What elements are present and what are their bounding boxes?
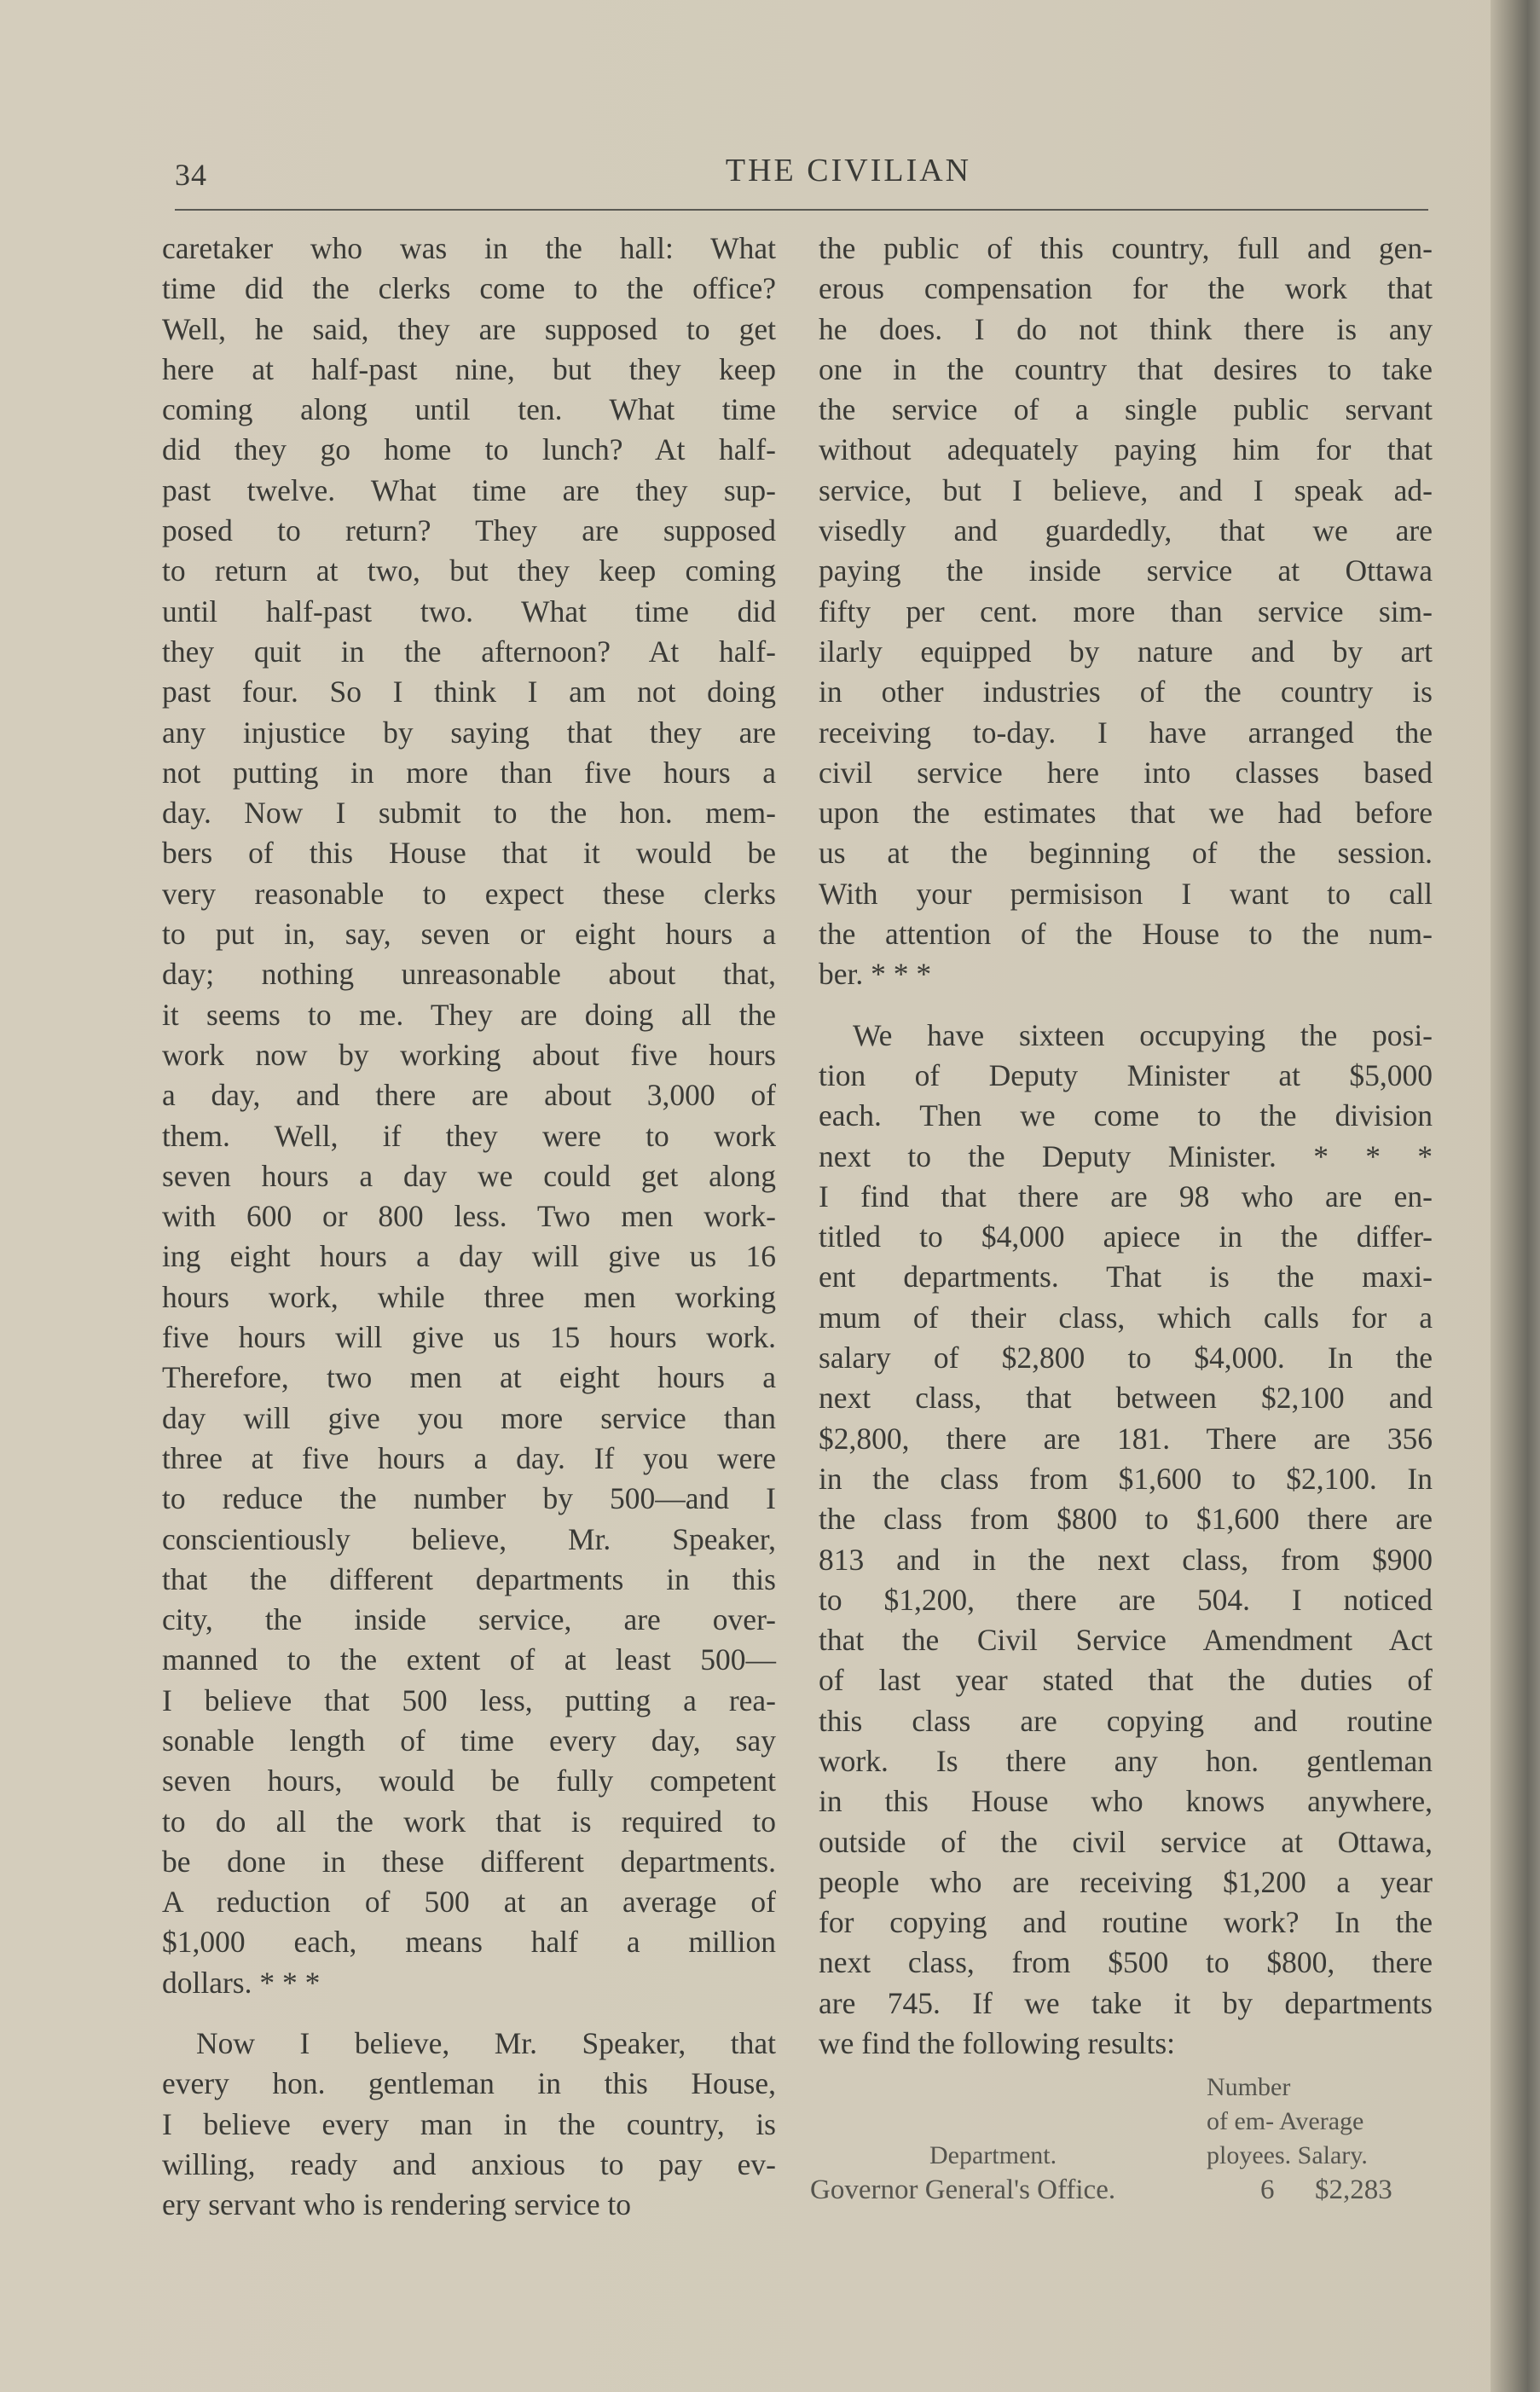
text-line: visedly and guardedly, that we are xyxy=(819,513,1433,548)
text-line: ing eight hours a day will give us 16 xyxy=(162,1239,776,1274)
text-line: hours work, while three men working xyxy=(162,1279,776,1314)
text-line: ber. * * * xyxy=(819,957,932,992)
text-line: willing, ready and anxious to pay ev- xyxy=(162,2146,776,2181)
text-line: to return at two, but they keep coming xyxy=(162,553,776,588)
running-title: THE CIVILIAN xyxy=(725,153,972,188)
text-line: five hours will give us 15 hours work. xyxy=(162,1320,776,1355)
text-line: not putting in more than five hours a xyxy=(162,755,776,790)
page-header xyxy=(175,150,1437,198)
text-line: of last year stated that the duties of xyxy=(819,1663,1433,1698)
text-line: 813 and in the next class, from $900 xyxy=(819,1542,1433,1577)
text-line: work. Is there any hon. gentleman xyxy=(819,1743,1433,1778)
text-line: it seems to me. They are doing all the xyxy=(162,997,776,1032)
text-line: us at the beginning of the session. xyxy=(819,836,1433,871)
text-line: the public of this country, full and gen- xyxy=(819,231,1433,265)
text-line: I believe that 500 less, putting a rea- xyxy=(162,1683,776,1717)
text-line: the attention of the House to the num- xyxy=(819,917,1433,952)
text-line: next to the Deputy Minister. * * * xyxy=(819,1138,1433,1173)
text-line: day; nothing unreasonable about that, xyxy=(162,957,776,992)
text-line: to put in, say, seven or eight hours a xyxy=(162,917,776,952)
text-line: every hon. gentleman in this House, xyxy=(162,2066,776,2101)
text-line: Well, he said, they are supposed to get xyxy=(162,311,776,346)
text-line: tion of Deputy Minister at $5,000 xyxy=(819,1057,1433,1092)
text-line: be done in these different departments. xyxy=(162,1844,776,1879)
page-edge-shadow xyxy=(1491,0,1540,2392)
text-line: seven hours, would be fully competent xyxy=(162,1764,776,1798)
text-line: salary of $2,800 to $4,000. In the xyxy=(819,1341,1433,1376)
table-header-of-em: of em- Average xyxy=(1207,2107,1364,2136)
text-line: conscientiously believe, Mr. Speaker, xyxy=(162,1521,776,1556)
text-line: manned to the extent of at least 500— xyxy=(162,1642,776,1677)
text-line: we find the following results: xyxy=(819,2026,1176,2061)
left-column xyxy=(162,229,776,2226)
text-line: I find that there are 98 who are en- xyxy=(819,1179,1433,1213)
text-line: receiving to-day. I have arranged the xyxy=(819,715,1433,750)
text-line: are 745. If we take it by departments xyxy=(819,1985,1433,2020)
text-line: them. Well, if they were to work xyxy=(162,1118,776,1153)
text-line: one in the country that desires to take xyxy=(819,351,1433,386)
text-line: here at half-past nine, but they keep xyxy=(162,351,776,386)
text-line: erous compensation for the work that xyxy=(819,271,1433,306)
text-line: city, the inside service, are over- xyxy=(162,1602,776,1637)
paragraph xyxy=(162,229,776,2003)
text-line: that the Civil Service Amendment Act xyxy=(819,1623,1433,1658)
right-column xyxy=(810,229,1433,2215)
text-line: next class, that between $2,100 and xyxy=(819,1381,1433,1416)
table-header-number: Number xyxy=(1207,2073,1291,2102)
text-line: ent departments. That is the maxi- xyxy=(819,1260,1433,1294)
text-line: ery servant who is rendering service to xyxy=(162,2187,632,2222)
text-line: ilarly equipped by nature and by art xyxy=(819,634,1433,669)
text-line: seven hours a day we could get along xyxy=(162,1158,776,1193)
text-line: three at five hours a day. If you were xyxy=(162,1440,776,1475)
paragraph xyxy=(162,2024,776,2225)
text-line: upon the estimates that we had before xyxy=(819,796,1433,831)
text-line: caretaker who was in the hall: What xyxy=(162,231,776,265)
text-line: sonable length of time every day, say xyxy=(162,1723,776,1758)
text-line: civil service here into classes based xyxy=(819,755,1433,790)
text-line: paying the inside service at Ottawa xyxy=(819,553,1433,588)
text-line: With your permisison I want to call xyxy=(819,876,1433,911)
page-number: 34 xyxy=(175,158,207,192)
text-line: time did the clerks come to the office? xyxy=(162,271,776,306)
text-line: day. Now I submit to the hon. mem- xyxy=(162,796,776,831)
text-line: he does. I do not think there is any xyxy=(819,311,1433,346)
text-line: to reduce the number by 500—and I xyxy=(162,1481,776,1516)
text-line: any injustice by saying that they are xyxy=(162,715,776,750)
text-line: $1,000 each, means half a million xyxy=(162,1925,776,1960)
text-line: to do all the work that is required to xyxy=(162,1804,776,1839)
paragraph xyxy=(819,1016,1433,2065)
text-line: a day, and there are about 3,000 of xyxy=(162,1078,776,1113)
text-line: mum of their class, which calls for a xyxy=(819,1300,1433,1335)
text-line: very reasonable to expect these clerks xyxy=(162,876,776,911)
text-line: posed to return? They are supposed xyxy=(162,513,776,548)
text-line: that the different departments in this xyxy=(162,1561,776,1596)
text-line: We have sixteen occupying the posi- xyxy=(853,1017,1433,1052)
text-line: titled to $4,000 apiece in the differ- xyxy=(819,1219,1433,1254)
header-rule xyxy=(175,209,1428,211)
text-line: Now I believe, Mr. Speaker, that xyxy=(196,2026,776,2061)
table-header-ployees: ployees. Salary. xyxy=(1207,2141,1368,2170)
text-line: A reduction of 500 at an average of xyxy=(162,1885,776,1920)
text-line: to $1,200, there are 504. I noticed xyxy=(819,1582,1433,1617)
paragraph-gap xyxy=(819,995,1433,1016)
table-header-department: Department. xyxy=(929,2141,1057,2170)
text-line: in this House who knows anywhere, xyxy=(819,1784,1433,1819)
text-line: they quit in the afternoon? At half- xyxy=(162,634,776,669)
text-line: day will give you more service than xyxy=(162,1400,776,1435)
text-line: in other industries of the country is xyxy=(819,675,1433,709)
text-line: fifty per cent. more than service sim- xyxy=(819,594,1433,628)
text-line: did they go home to lunch? At half- xyxy=(162,432,776,467)
text-line: outside of the civil service at Ottawa, xyxy=(819,1824,1433,1859)
text-line: coming along until ten. What time xyxy=(162,392,776,427)
text-line: this class are copying and routine xyxy=(819,1703,1433,1738)
text-line: next class, from $500 to $800, there xyxy=(819,1945,1433,1980)
text-line: in the class from $1,600 to $2,100. In xyxy=(819,1461,1433,1496)
text-line: past twelve. What time are they sup- xyxy=(162,472,776,507)
table-cell-salary: $2,283 xyxy=(1315,2175,1392,2206)
department-table xyxy=(810,2071,1433,2215)
text-line: $2,800, there are 181. There are 356 xyxy=(819,1421,1433,1456)
text-line: bers of this House that it would be xyxy=(162,836,776,871)
text-line: for copying and routine work? In the xyxy=(819,1905,1433,1940)
paragraph xyxy=(819,229,1433,995)
text-line: the service of a single public servant xyxy=(819,392,1433,427)
text-line: dollars. * * * xyxy=(162,1965,321,2000)
text-line: I believe every man in the country, is xyxy=(162,2106,776,2141)
text-line: the class from $800 to $1,600 there are xyxy=(819,1502,1433,1537)
text-line: until half-past two. What time did xyxy=(162,594,776,628)
paragraph-gap xyxy=(162,2003,776,2024)
text-line: past four. So I think I am not doing xyxy=(162,675,776,709)
text-line: without adequately paying him for that xyxy=(819,432,1433,467)
text-line: people who are receiving $1,200 a year xyxy=(819,1864,1433,1899)
text-line: service, but I believe, and I speak ad- xyxy=(819,472,1433,507)
table-cell-department: Governor General's Office. xyxy=(810,2175,1116,2206)
text-line: with 600 or 800 less. Two men work- xyxy=(162,1199,776,1234)
table-cell-employees: 6 xyxy=(1260,2175,1275,2206)
text-line: Therefore, two men at eight hours a xyxy=(162,1360,776,1395)
text-line: each. Then we come to the division xyxy=(819,1098,1433,1133)
text-line: work now by working about five hours xyxy=(162,1037,776,1072)
